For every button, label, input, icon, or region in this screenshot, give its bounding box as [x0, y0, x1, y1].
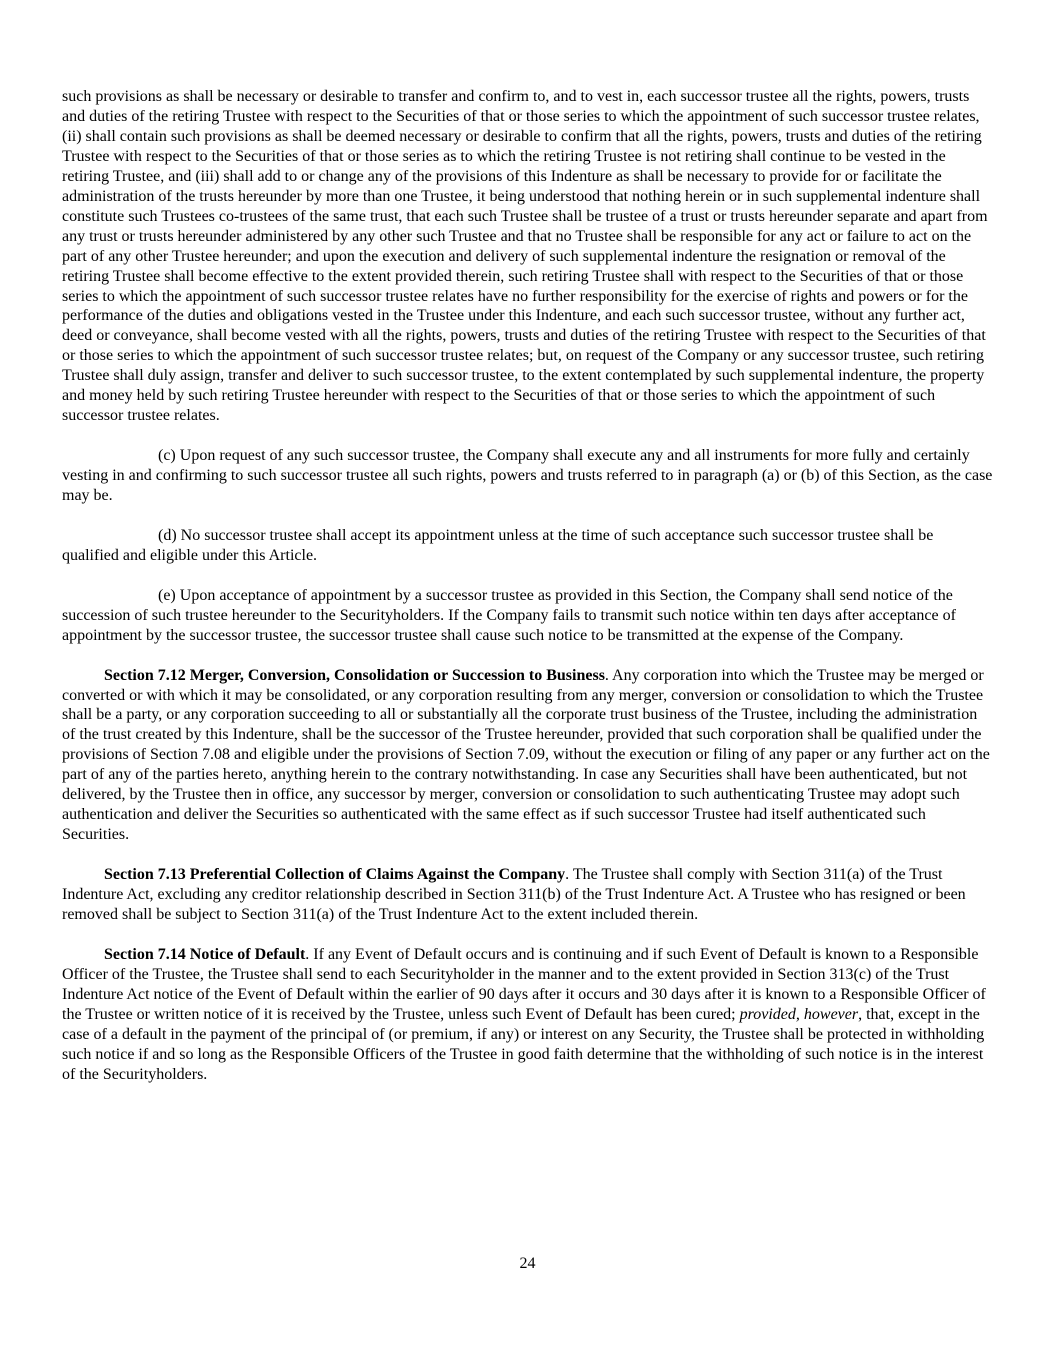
paragraph-e: (e) Upon acceptance of appointment by a successor trustee as provided in this Section, the Company shall send notice of the succession of such trustee hereunder to the Securityholders. If the Company fails to transmit such notice within ten days after acceptance of appointment by the successor trustee, the successor trustee shall cause such notice to be transmitted at the expense of the Company.	[62, 586, 956, 644]
document-body	[62, 87, 994, 1105]
section-7-14-text-before: . If any Event of Default occurs and is continuing and if such Event of Default is known to a Responsible Officer of the Trustee, the Trustee shall send to each Securityholder in the manner and to the extent provided in Section 313(c) of the Trust Indenture Act notice of the Event of Default within the earlier of 90 days after it occurs and 30 days after it is known to a Responsible Officer of the Trustee or written notice of it is received by the Trustee, unless such Event of Default has been cured;	[62, 945, 986, 1023]
section-7-12-heading: Section 7.12 Merger, Conversion, Consolidation or Succession to Business	[104, 666, 605, 684]
section-7-13	[62, 865, 994, 925]
section-7-13-heading: Section 7.13 Preferential Collection of Claims Against the Company	[104, 866, 566, 884]
section-7-14-text-after: , that, except in the case of a default in the payment of the principal of (or premium, if any) or interest on any Security, the Trustee shall be protected in withholding such notice if and so long as the Responsible Officers of the Trustee in good faith determine that the withholding of such notice is in the interest of the Securityholders.	[62, 1005, 985, 1083]
section-7-12	[62, 666, 994, 846]
section-7-14-heading: Section 7.14 Notice of Default	[104, 945, 306, 963]
paragraph-c: (c) Upon request of any such successor trustee, the Company shall execute any and all instruments for more fully and certainly vesting in and confirming to such successor trustee all such rights, powers and trusts referred to in paragraph (a) or (b) of this Section, as the case may be.	[62, 447, 993, 505]
page-number: 24	[519, 1255, 536, 1272]
section-7-13-text: . The Trustee shall comply with Section 311(a) of the Trust Indenture Act, excluding any creditor relationship described in Section 311(b) of the Trust Indenture Act. A Trustee who has resigned or been removed shall be subject to Section 311(a) of the Trust Indenture Act to the extent included therein.	[62, 866, 966, 923]
paragraph-continuation: such provisions as shall be necessary or desirable to transfer and confirm to, and to vest in, each successor trustee all the rights, powers, trusts and duties of the retiring Trustee with respect to the Securities of that or those series to which the appointment of such successor trustee relates, (ii) shall contain such provisions as shall be deemed necessary or desirable to confirm that all the rights, powers, trusts and duties of the retiring Trustee with respect to the Securities of that or those series as to which the retiring Trustee is not retiring shall continue to be vested in the retiring Trustee, and (iii) shall add to or change any of the provisions of this Indenture as shall be necessary to provide for or facilitate the administration of the trusts hereunder by more than one Trustee, it being understood that nothing herein or in such supplemental indenture shall constitute such Trustees co-trustees of the same trust, that each such Trustee shall be trustee of a trust or trusts hereunder separate and apart from any trust or trusts hereunder administered by any other such Trustee and that no Trustee shall be responsible for any act or failure to act on the part of any other Trustee hereunder; and upon the execution and delivery of such supplemental indenture the resignation or removal of the retiring Trustee shall become effective to the extent provided therein, such retiring Trustee shall with respect to the Securities of that or those series to which the appointment of such successor trustee relates have no further responsibility for the exercise of rights and powers or for the performance of the duties and obligations vested in the Trustee under this Indenture, and each such successor trustee, without any further act, deed or conveyance, shall become vested with all the rights, powers, trusts and duties of the retiring Trustee with respect to the Securities of that or those series to which the appointment of such successor trustee relates; but, on request of the Company or any successor trustee, such retiring Trustee shall duly assign, transfer and deliver to such successor trustee, to the extent contemplated by such supplemental indenture, the property and money held by such retiring Trustee hereunder with respect to the Securities of that or those series to which the appointment of such successor trustee relates.	[62, 88, 988, 425]
paragraph-d: (d) No successor trustee shall accept its appointment unless at the time of such acceptance such successor trustee shall be qualified and eligible under this Article.	[62, 526, 934, 564]
section-7-14-proviso: provided, however	[739, 1005, 859, 1023]
section-7-12-text: . Any corporation into which the Trustee may be merged or converted or with which it may be consolidated, or any corporation resulting from any merger, conversion or consolidation to which the Trustee shall be a party, or any corporation succeeding to all or substantially all the corporate trust business of the Trustee, including the administration of the trust created by this Indenture, shall be the successor of the Trustee hereunder, provided that such corporation shall be qualified under the provisions of Section 7.08 and eligible under the provisions of Section 7.09, without the execution or filing of any paper or any further act on the part of any of the parties hereto, anything herein to the contrary notwithstanding. In case any Securities shall have been authenticated, but not delivered, by the Trustee then in office, any successor by merger, conversion or consolidation to such authenticating Trustee may adopt such authentication and deliver the Securities so authenticated with the same effect as if such successor Trustee had itself authenticated such Securities.	[62, 666, 990, 844]
section-7-14	[62, 945, 994, 1085]
